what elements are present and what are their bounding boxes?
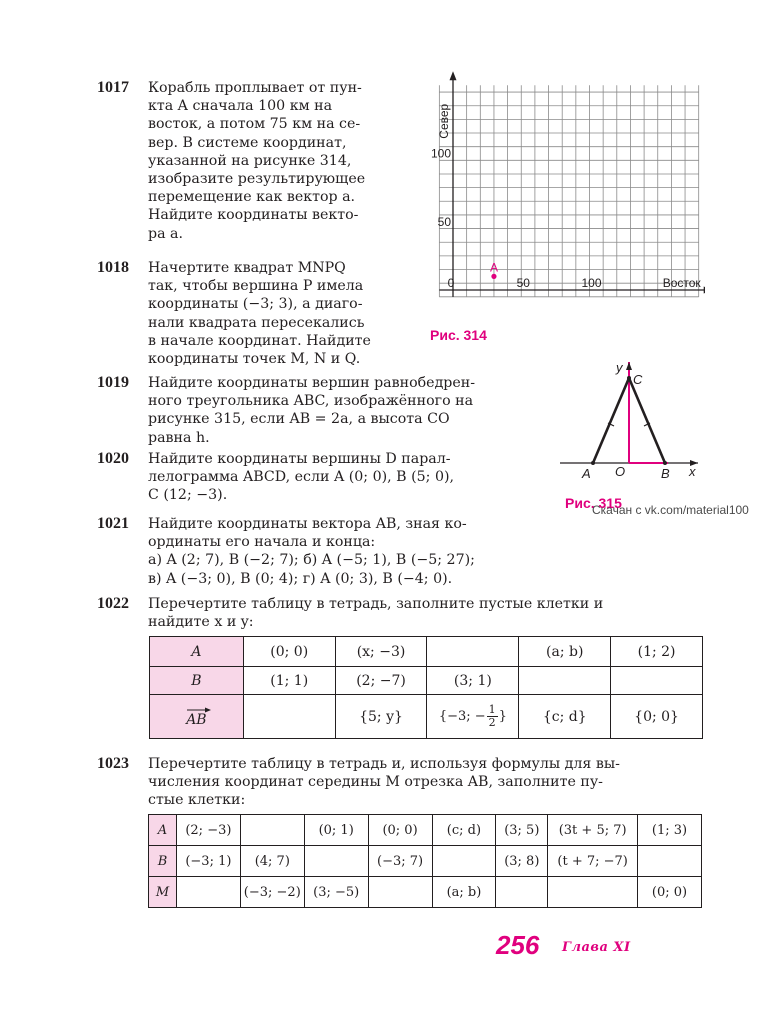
- text-line: рисунке 315, если AB = 2a, а высота CO: [148, 411, 450, 428]
- point-a: [591, 461, 595, 465]
- table-cell: (2; −3): [176, 815, 240, 846]
- table-cell: (1; 1): [243, 667, 335, 695]
- problem-text-1017: [148, 79, 365, 243]
- text-line: равна h.: [148, 429, 210, 446]
- table-cell: [427, 637, 519, 667]
- text-line: Перечертите таблицу в тетрадь и, используя формулы для вы-: [148, 756, 620, 772]
- point-c: [627, 376, 631, 380]
- table-cell: (1; 3): [638, 815, 702, 846]
- table-row: [150, 667, 703, 695]
- y-axis-arrow-icon: [626, 362, 632, 370]
- y-axis-arrow-icon: [450, 71, 457, 80]
- problem-text-1023: [148, 755, 620, 810]
- label-b: B: [661, 466, 670, 481]
- table-cell: (3; 8): [496, 846, 548, 877]
- table-cell: [432, 846, 496, 877]
- problem-text-1019: [148, 374, 475, 447]
- y-tick-label: 50: [437, 214, 451, 229]
- point-a-label: A: [489, 260, 498, 275]
- text-line: нали квадрата пересекались: [148, 314, 365, 331]
- text-line: Найдите координаты вектора AB, зная ко-: [148, 516, 467, 532]
- side-ac: [593, 378, 629, 463]
- table-cell: [240, 815, 304, 846]
- text-line: числения координат середины M отрезка AB, заполните пу-: [148, 774, 603, 791]
- table-cell: (3; −5): [304, 877, 368, 908]
- table-cell: [176, 877, 240, 908]
- text-line: найдите x и y:: [148, 614, 254, 631]
- table-cell: (a; b): [432, 877, 496, 908]
- table-1022: [149, 636, 703, 739]
- table-cell: (0; 0): [638, 877, 702, 908]
- label-o: O: [615, 464, 626, 479]
- text-line: в начале координат. Найдите: [148, 332, 371, 349]
- text-line: кта A сначала 100 км на: [148, 98, 333, 115]
- text-line: так, чтобы вершина P имела: [148, 278, 364, 295]
- text-line: ординаты его начала и конца:: [148, 534, 376, 551]
- table-cell: [638, 846, 702, 877]
- table-cell: [304, 846, 368, 877]
- problem-text-1022: [148, 595, 603, 631]
- table-row: [149, 815, 702, 846]
- problem-number-1022: 1022: [97, 595, 129, 612]
- text-line: восток, а потом 75 км на се-: [148, 116, 361, 133]
- problem-number-1023: 1023: [97, 755, 129, 772]
- label-x: x: [689, 464, 696, 479]
- text-line: перемещение как вектор a.: [148, 189, 356, 206]
- problem-number-1018: 1018: [97, 259, 129, 276]
- row-label-ab: [150, 695, 244, 739]
- row-label-b: B: [150, 667, 244, 695]
- y-axis-label: Север: [437, 103, 451, 139]
- table-cell: (−3; −2): [240, 877, 304, 908]
- text-line: Найдите координаты вершин равнобедрен-: [148, 375, 476, 391]
- problem-text-1020: [148, 450, 454, 505]
- label-y: y: [616, 360, 623, 375]
- point-a: [491, 274, 496, 279]
- y-tick-label: 100: [430, 146, 451, 161]
- table-cell: {c; d}: [519, 695, 611, 739]
- table-cell: (t + 7; −7): [548, 846, 638, 877]
- label-c: C: [633, 372, 643, 387]
- side-cb: [629, 378, 665, 463]
- point-b: [663, 461, 667, 465]
- text-line: Корабль проплывает от пун-: [148, 80, 362, 96]
- table-cell: (3; 1): [427, 667, 519, 695]
- x-tick-label: 100: [581, 276, 602, 290]
- label-a: A: [582, 466, 591, 481]
- table-cell: (0; 1): [304, 815, 368, 846]
- table-cell: (2; −7): [335, 667, 427, 695]
- text-line: Начертите квадрат MNPQ: [148, 260, 346, 276]
- figure-315-caption: Рис. 315: [565, 495, 622, 511]
- table-cell: (−3; 7): [368, 846, 432, 877]
- table-row: [150, 695, 703, 739]
- table-cell: (−3; 1): [176, 846, 240, 877]
- text-line: Найдите координаты векто-: [148, 207, 359, 224]
- table-1023: [148, 814, 702, 908]
- table-cell-fraction: {−3; − $\frac{1}{2}$ }: [427, 695, 519, 739]
- page-number: 256: [496, 930, 540, 960]
- table-cell: (x; −3): [335, 637, 427, 667]
- problem-text-1018: [148, 259, 371, 368]
- row-label-a: A: [149, 815, 177, 846]
- problem-number-1019: 1019: [97, 374, 129, 391]
- figure-315-triangle: [560, 360, 705, 485]
- table-cell: [243, 695, 335, 739]
- x-axis-arrow-icon: [704, 287, 705, 294]
- vector-ab-label: AB: [186, 711, 207, 728]
- fraction-numerator: 1: [488, 703, 496, 716]
- table-cell: {5; y}: [335, 695, 427, 739]
- fraction-denominator: 2: [488, 716, 496, 729]
- table-cell: [611, 667, 703, 695]
- text-line: а) A (2; 7), B (−2; 7); б) A (−5; 1), B (−5; 27);: [148, 552, 475, 569]
- text-line: указанной на рисунке 314,: [148, 152, 352, 169]
- text-line: Перечертите таблицу в тетрадь, заполните пустые клетки и: [148, 596, 604, 612]
- text-line: координаты (−3; 3), а диаго-: [148, 296, 363, 313]
- watermark: Скачан с vk.com/material100: [592, 503, 749, 517]
- table-row: [149, 846, 702, 877]
- x-tick-label: 50: [516, 276, 530, 290]
- problem-number-1021: 1021: [97, 515, 129, 532]
- text-line: C (12; −3).: [148, 487, 228, 504]
- table-cell: (a; b): [519, 637, 611, 667]
- text-line: вер. В системе координат,: [148, 134, 347, 151]
- table-cell: (4; 7): [240, 846, 304, 877]
- table-cell: (1; 2): [611, 637, 703, 667]
- figure-314-grid: [425, 68, 705, 348]
- vector-arrow-icon: [186, 706, 212, 714]
- fraction-half: [487, 704, 498, 729]
- table-cell: [519, 667, 611, 695]
- text-line: ра a.: [148, 225, 184, 242]
- figure-314-caption: Рис. 314: [430, 327, 487, 343]
- table-cell: (3t + 5; 7): [548, 815, 638, 846]
- table-cell: [368, 877, 432, 908]
- text-line: в) A (−3; 0), B (0; 4); г) A (0; 3), B (−4; 0).: [148, 570, 453, 587]
- row-label-m: M: [149, 877, 177, 908]
- table-cell: (0; 0): [368, 815, 432, 846]
- row-label-a: A: [150, 637, 244, 667]
- text-line: стые клетки:: [148, 792, 246, 809]
- text-line: координаты точек M, N и Q.: [148, 350, 361, 367]
- x-axis-label: Восток: [662, 276, 701, 290]
- text-line: лелограмма ABCD, если A (0; 0), B (5; 0),: [148, 469, 455, 486]
- row-label-b: B: [149, 846, 177, 877]
- x-tick-label: 0: [447, 276, 455, 290]
- table-row: [150, 637, 703, 667]
- text-line: изобразите результирующее: [148, 170, 366, 187]
- text-line: Найдите координаты вершины D парал-: [148, 451, 451, 467]
- table-cell: {0; 0}: [611, 695, 703, 739]
- text-line: ного треугольника ABC, изображённого на: [148, 393, 474, 410]
- table-cell: [548, 877, 638, 908]
- table-cell: (c; d): [432, 815, 496, 846]
- table-cell: (3; 5): [496, 815, 548, 846]
- table-cell: [496, 877, 548, 908]
- chapter-label: Глава XI: [562, 940, 631, 955]
- problem-text-1021: [148, 515, 475, 588]
- problem-number-1017: 1017: [97, 79, 129, 96]
- table-row: [149, 877, 702, 908]
- table-cell: (0; 0): [243, 637, 335, 667]
- problem-number-1020: 1020: [97, 450, 129, 467]
